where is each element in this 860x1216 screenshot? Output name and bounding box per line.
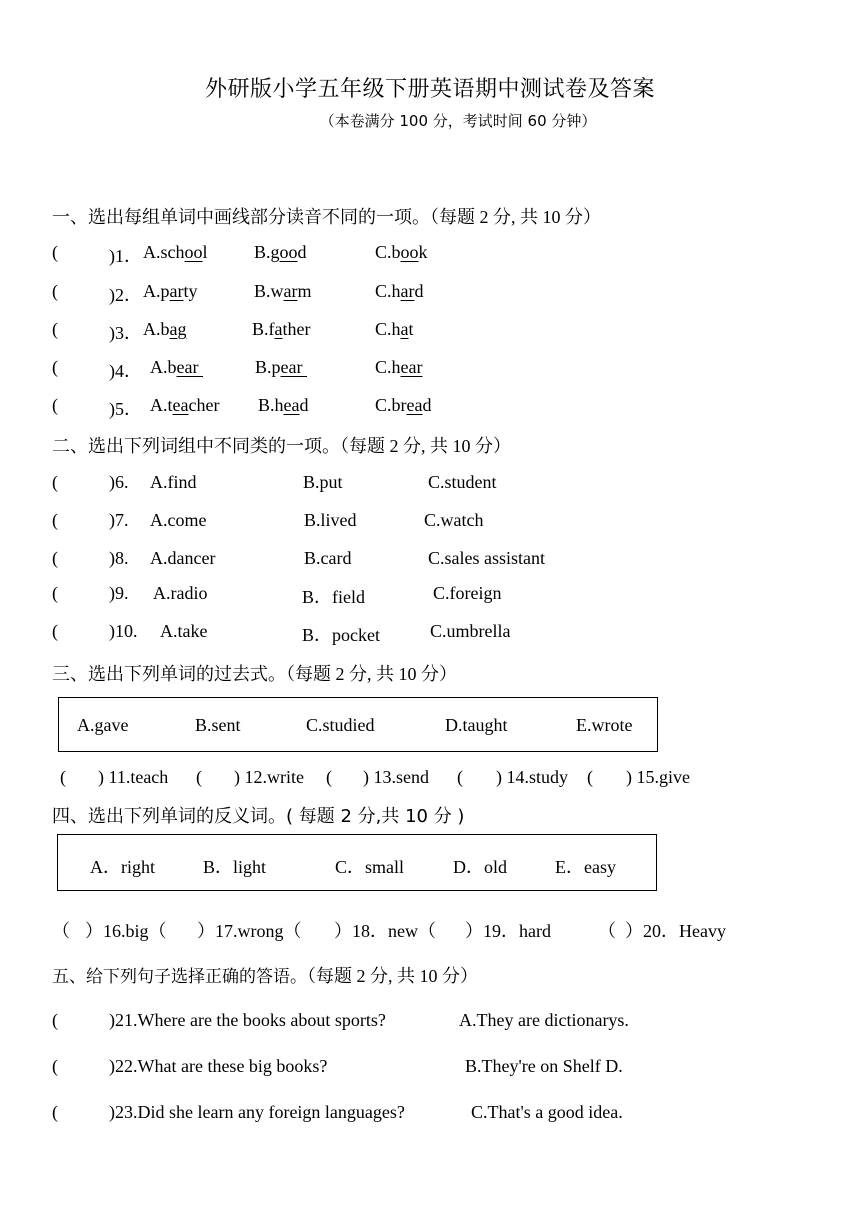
underlined-letters: ea xyxy=(172,395,189,415)
option-c[interactable]: C.student xyxy=(428,472,497,492)
question-11: ) 11.teach xyxy=(98,767,169,787)
option-c[interactable] xyxy=(375,319,414,340)
s4-option-c: C．small xyxy=(335,857,405,877)
answer-blank[interactable]: ( xyxy=(52,1102,58,1122)
page-title: 外研版小学五年级下册英语期中测试卷及答案 xyxy=(204,77,655,102)
question-number: )6. xyxy=(109,472,129,492)
option-a[interactable]: A.take xyxy=(160,621,208,641)
underlined-letters: ear xyxy=(280,357,307,377)
option-prefix: C.br xyxy=(375,395,407,415)
answer-blank[interactable]: ( xyxy=(52,319,58,339)
question-number: )5． xyxy=(109,399,142,419)
s4-option-e: E．easy xyxy=(555,857,616,877)
option-suffix: t xyxy=(408,319,414,339)
section-5-note: （每题 2 分, 共 10 分） xyxy=(307,966,478,986)
section-2-note: （每题 2 分, 共 10 分） xyxy=(340,436,511,456)
underlined-letters: ar xyxy=(169,281,184,301)
option-prefix: C.h xyxy=(375,357,401,377)
option-prefix: B.h xyxy=(258,395,284,415)
answer-blank-open[interactable]: ( xyxy=(326,767,332,787)
underlined-letters: a xyxy=(274,319,283,339)
section-5-question-row xyxy=(0,1010,860,1034)
option-prefix: C.h xyxy=(375,281,401,301)
option-b[interactable]: B.card xyxy=(304,548,352,568)
option-prefix: C.h xyxy=(375,319,401,339)
section-4-option-box xyxy=(57,834,657,891)
answer-blank-open[interactable]: ( xyxy=(457,767,463,787)
question-18: ）18．new（ xyxy=(334,921,436,941)
option-suffix: d xyxy=(414,281,424,301)
s4-option-b: B．light xyxy=(203,857,267,877)
answer-blank[interactable]: ( xyxy=(52,1010,58,1030)
section-1-question-row xyxy=(0,357,860,381)
answer-option[interactable]: C.That's a good idea. xyxy=(471,1102,623,1122)
option-c[interactable]: C.sales assistant xyxy=(428,548,545,568)
answer-blank[interactable]: ( xyxy=(52,242,58,262)
underlined-letters: ar xyxy=(400,281,415,301)
answer-blank-open[interactable]: （ xyxy=(598,921,616,941)
underlined-letters: ar xyxy=(283,281,298,301)
section-3-heading xyxy=(52,660,457,686)
option-a[interactable] xyxy=(150,357,203,378)
option-suffix: cher xyxy=(188,395,220,415)
section-3-title: 三、选出下列单词的过去式。 xyxy=(52,664,286,685)
answer-blank[interactable]: ( xyxy=(52,395,58,415)
option-prefix: B.g xyxy=(254,242,280,262)
s3-option-a: A.gave xyxy=(77,715,129,735)
question-20: ）20．Heavy xyxy=(625,921,726,941)
question-number: )8. xyxy=(109,548,129,568)
section-2-question-row xyxy=(0,472,860,496)
option-prefix: A.b xyxy=(143,319,170,339)
section-2-title: 二、选出下列词组中不同类的一项。 xyxy=(52,436,340,457)
option-prefix: A.sch xyxy=(143,242,185,262)
option-suffix: k xyxy=(418,242,428,262)
underlined-letters: a xyxy=(400,319,409,339)
s3-option-c: C.studied xyxy=(306,715,375,735)
answer-option[interactable]: A.They are dictionarys. xyxy=(459,1010,629,1030)
section-2-question-row xyxy=(0,548,860,572)
question-14: ) 14.study xyxy=(496,767,568,787)
option-c[interactable] xyxy=(375,395,431,416)
answer-blank-open[interactable]: （ xyxy=(52,921,70,941)
answer-blank[interactable]: ( xyxy=(52,583,58,603)
option-b[interactable] xyxy=(254,242,307,263)
s4-option-a: A．right xyxy=(90,857,155,877)
page-subtitle: （本卷满分 100 分，考试时间 60 分钟） xyxy=(319,112,597,130)
option-prefix: A.t xyxy=(150,395,173,415)
section-2-question-row xyxy=(0,621,860,645)
answer-blank[interactable]: ( xyxy=(52,1056,58,1076)
section-2-question-row xyxy=(0,583,860,607)
option-b[interactable] xyxy=(254,281,312,302)
section-5-question-row xyxy=(0,1102,860,1126)
option-c[interactable] xyxy=(375,242,428,263)
question-text: )21.Where are the books about sports? xyxy=(109,1010,386,1030)
underlined-letters: ea xyxy=(406,395,423,415)
answer-blank-open[interactable]: ( xyxy=(196,767,202,787)
question-12: ) 12.write xyxy=(234,767,304,787)
section-2-question-row xyxy=(0,510,860,534)
section-1-question-row xyxy=(0,395,860,419)
section-4-questions xyxy=(0,917,860,941)
option-prefix: B.p xyxy=(255,357,281,377)
section-1-question-row xyxy=(0,242,860,266)
question-16: ）16.big（ xyxy=(85,921,167,941)
section-1-question-row xyxy=(0,319,860,343)
option-suffix: ther xyxy=(282,319,311,339)
option-b[interactable] xyxy=(255,357,307,378)
option-suffix: d xyxy=(297,242,307,262)
question-text: )23.Did she learn any foreign languages? xyxy=(109,1102,405,1122)
option-a[interactable]: A.find xyxy=(150,472,197,492)
section-1-question-row xyxy=(0,281,860,305)
s3-option-b: B.sent xyxy=(195,715,241,735)
option-a[interactable]: A.dancer xyxy=(150,548,216,568)
section-5-question-row xyxy=(0,1056,860,1080)
option-prefix: A.b xyxy=(150,357,177,377)
option-a[interactable] xyxy=(143,242,208,263)
question-number: )3． xyxy=(109,323,142,343)
option-a[interactable] xyxy=(143,319,187,340)
section-3-note: （每题 2 分, 共 10 分） xyxy=(286,664,457,684)
answer-blank[interactable]: ( xyxy=(52,621,58,641)
section-1-title: 一、选出每组单词中画线部分读音不同的一项。 xyxy=(52,207,430,228)
option-c[interactable] xyxy=(375,357,423,378)
option-suffix: d xyxy=(422,395,432,415)
underlined-letters: oo xyxy=(184,242,203,262)
question-13: ) 13.send xyxy=(363,767,429,787)
underlined-letters: oo xyxy=(279,242,298,262)
section-3-option-box xyxy=(58,697,658,752)
answer-blank[interactable]: ( xyxy=(52,548,58,568)
answer-blank-open[interactable]: ( xyxy=(587,767,593,787)
option-b[interactable]: B．field xyxy=(302,587,365,607)
section-5-heading xyxy=(52,962,478,988)
option-prefix: B.f xyxy=(252,319,275,339)
option-a[interactable]: A.radio xyxy=(153,583,208,603)
answer-blank[interactable]: ( xyxy=(52,510,58,530)
section-2-heading xyxy=(52,432,511,458)
option-a[interactable]: A.come xyxy=(150,510,207,530)
question-17: ）17.wrong（ xyxy=(197,921,302,941)
option-a[interactable] xyxy=(150,395,219,416)
option-c[interactable]: C.foreign xyxy=(433,583,502,603)
s4-option-d: D．old xyxy=(453,857,507,877)
section-1-note: （每题 2 分, 共 10 分） xyxy=(430,207,601,227)
option-c[interactable] xyxy=(375,281,424,302)
underlined-letters: ear xyxy=(400,357,423,377)
option-prefix: C.b xyxy=(375,242,401,262)
question-number: )2． xyxy=(109,285,142,305)
option-b[interactable]: B.lived xyxy=(304,510,357,530)
section-4-heading: 四、选出下列单词的反义词。( 每题 2 分,共 10 分 ) xyxy=(52,806,465,827)
option-a[interactable] xyxy=(143,281,198,302)
option-prefix: B.w xyxy=(254,281,284,301)
option-b[interactable]: B．pocket xyxy=(302,625,380,645)
option-b[interactable]: B.put xyxy=(303,472,343,492)
s3-option-e: E.wrote xyxy=(576,715,633,735)
answer-blank[interactable]: ( xyxy=(52,281,58,301)
option-suffix: d xyxy=(299,395,309,415)
answer-option[interactable]: B.They're on Shelf D. xyxy=(465,1056,623,1076)
answer-blank[interactable]: ( xyxy=(52,357,58,377)
question-number: )4． xyxy=(109,361,142,381)
question-text: )22.What are these big books? xyxy=(109,1056,328,1076)
option-prefix: A.p xyxy=(143,281,170,301)
underlined-letters: ea xyxy=(283,395,300,415)
option-suffix: ty xyxy=(183,281,198,301)
underlined-letters: oo xyxy=(400,242,419,262)
question-19: ）19．hard xyxy=(465,921,551,941)
question-number: )10. xyxy=(109,621,138,641)
underlined-letters: ag xyxy=(169,319,187,339)
option-c[interactable]: C.watch xyxy=(424,510,484,530)
s3-option-d: D.taught xyxy=(445,715,508,735)
section-5-title: 五、给下列句子选择正确的答语。 xyxy=(52,967,307,987)
section-1-heading xyxy=(52,203,601,229)
option-b[interactable] xyxy=(252,319,310,340)
option-suffix: l xyxy=(202,242,208,262)
option-suffix: m xyxy=(297,281,312,301)
underlined-letters: ear xyxy=(176,357,203,377)
answer-blank[interactable]: ( xyxy=(52,472,58,492)
question-15: ) 15.give xyxy=(626,767,690,787)
answer-blank-open[interactable]: ( xyxy=(60,767,66,787)
question-number: )9. xyxy=(109,583,129,603)
section-3-questions xyxy=(0,767,860,791)
question-number: )1． xyxy=(109,246,142,266)
option-b[interactable] xyxy=(258,395,309,416)
question-number: )7. xyxy=(109,510,129,530)
option-c[interactable]: C.umbrella xyxy=(430,621,511,641)
